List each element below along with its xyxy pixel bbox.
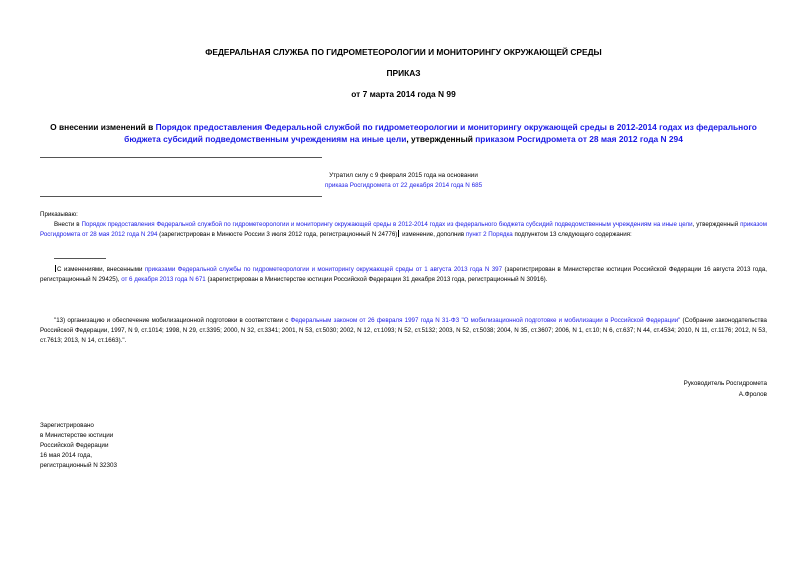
divider-bottom (40, 196, 322, 197)
note-link-prikazami[interactable]: приказами Федеральной службы по гидрометеорологии и мониторингу окружающей среды от 1 августа 2013 года N 397 (144, 266, 503, 273)
registration-line-3: Российской Федерации (40, 442, 109, 449)
signature-role: Руководитель Росгидромета (683, 380, 767, 387)
p1-end: подпунктом 13 следующего содержания: (512, 231, 632, 238)
note-end: (зарегистрирован в Министерстве юстиции Российской Федерации 31 декабря 2013 года, регистрационный N 30916). (205, 276, 548, 283)
registration-line-5: регистрационный N 32303 (40, 462, 118, 469)
note-start: С изменениями, внесенными (57, 266, 145, 273)
p13-link-federal-law[interactable]: Федеральным законом от 26 февраля 1997 года N 31-ФЗ "О мобилизационной подготовке и мобилизации в Российской Федерации" (290, 317, 681, 324)
document-type: ПРИКАЗ (386, 68, 421, 78)
p1-link-point[interactable]: пункт 2 Порядка (465, 231, 513, 238)
paragraph-main (40, 220, 767, 240)
title-link-prikaz[interactable]: приказом Росгидромета от 28 мая 2012 года N 294 (475, 134, 683, 144)
footnote-divider (54, 258, 106, 259)
status-note (40, 171, 767, 191)
amendment-note (40, 265, 767, 285)
note-marker (55, 265, 56, 272)
prikazyvayu: Приказываю: (40, 211, 78, 218)
p1-reg: (зарегистрирован в Минюсте России 3 июля 2012 года, регистрационный N 24776) (157, 231, 398, 238)
document-date: от 7 марта 2014 года N 99 (351, 89, 456, 99)
title-prefix: О внесении изменений в (50, 122, 156, 132)
p1-link-order[interactable]: Порядок предоставления Федеральной службой по гидрометеорологии и мониторингу окружающей среды в 2012-2014 годах из федерального бюджета субсидий подведомственным учреждениям на иные цели (81, 221, 693, 228)
note-mid: (зарегистрирован в Министерстве юстиции Российской Федерации 16 августа 2013 года, регистрационный N 29425), (40, 266, 767, 283)
registration-line-2: в Министерстве юстиции (40, 432, 114, 439)
registration-block (40, 421, 117, 471)
status-line1: Утратил силу с 9 февраля 2015 года на основании (329, 172, 478, 179)
divider-top (40, 157, 322, 158)
p1-link-prikaz[interactable]: приказом Росгидромета от 28 мая 2012 года N 294 (40, 221, 767, 238)
signature-name: А.Фролов (738, 391, 767, 398)
signature-block (684, 378, 767, 400)
registration-line-1: Зарегистрировано (40, 422, 94, 429)
title-link-order[interactable]: Порядок предоставления Федеральной службой по гидрометеорологии и мониторингу окружающей среды в 2012-2014 годах из федерального бюджета субсидий подведомственным учреждениям на иные цели (124, 122, 757, 144)
registration-line-4: 16 мая 2014 года, (40, 452, 92, 459)
status-link-repeal[interactable]: приказа Росгидромета от 22 декабря 2014 года N 685 (324, 182, 483, 189)
p13-start: "13) организацию и обеспечение мобилизационной подготовки в соответствии с (54, 317, 291, 324)
p13-end: (Собрание законодательства Российской Федерации, 1997, N 9, ст.1014; 1998, N 29, ст.3395; 2000, N 32, ст.3341; 2001, N 53, ст.5030; 2002, N 12, ст.1093; N 52, ст.5132; 2003, N 52, ст.5038; 2004, N 35, ст.3607; 2006, N 1, ст.10; N 6, ст.637; N 44, ст.4534; 2010, N 11, ст.1176; 2012, N 53, ст.7613; 2013, N 14, ст.1663).". (40, 317, 767, 344)
note-link-dec2013[interactable]: от 6 декабря 2013 года N 671 (121, 276, 206, 283)
p1-mid: , утвержденный (692, 221, 741, 228)
p1-change: изменение, дополнив (400, 231, 466, 238)
p1-start: Внести в (54, 221, 82, 228)
agency-name: ФЕДЕРАЛЬНАЯ СЛУЖБА ПО ГИДРОМЕТЕОРОЛОГИИ И МОНИТОРИНГУ ОКРУЖАЮЩЕЙ СРЕДЫ (205, 47, 602, 57)
document-title (40, 121, 767, 145)
paragraph-13 (40, 316, 767, 346)
title-middle: , утвержденный (406, 134, 476, 144)
